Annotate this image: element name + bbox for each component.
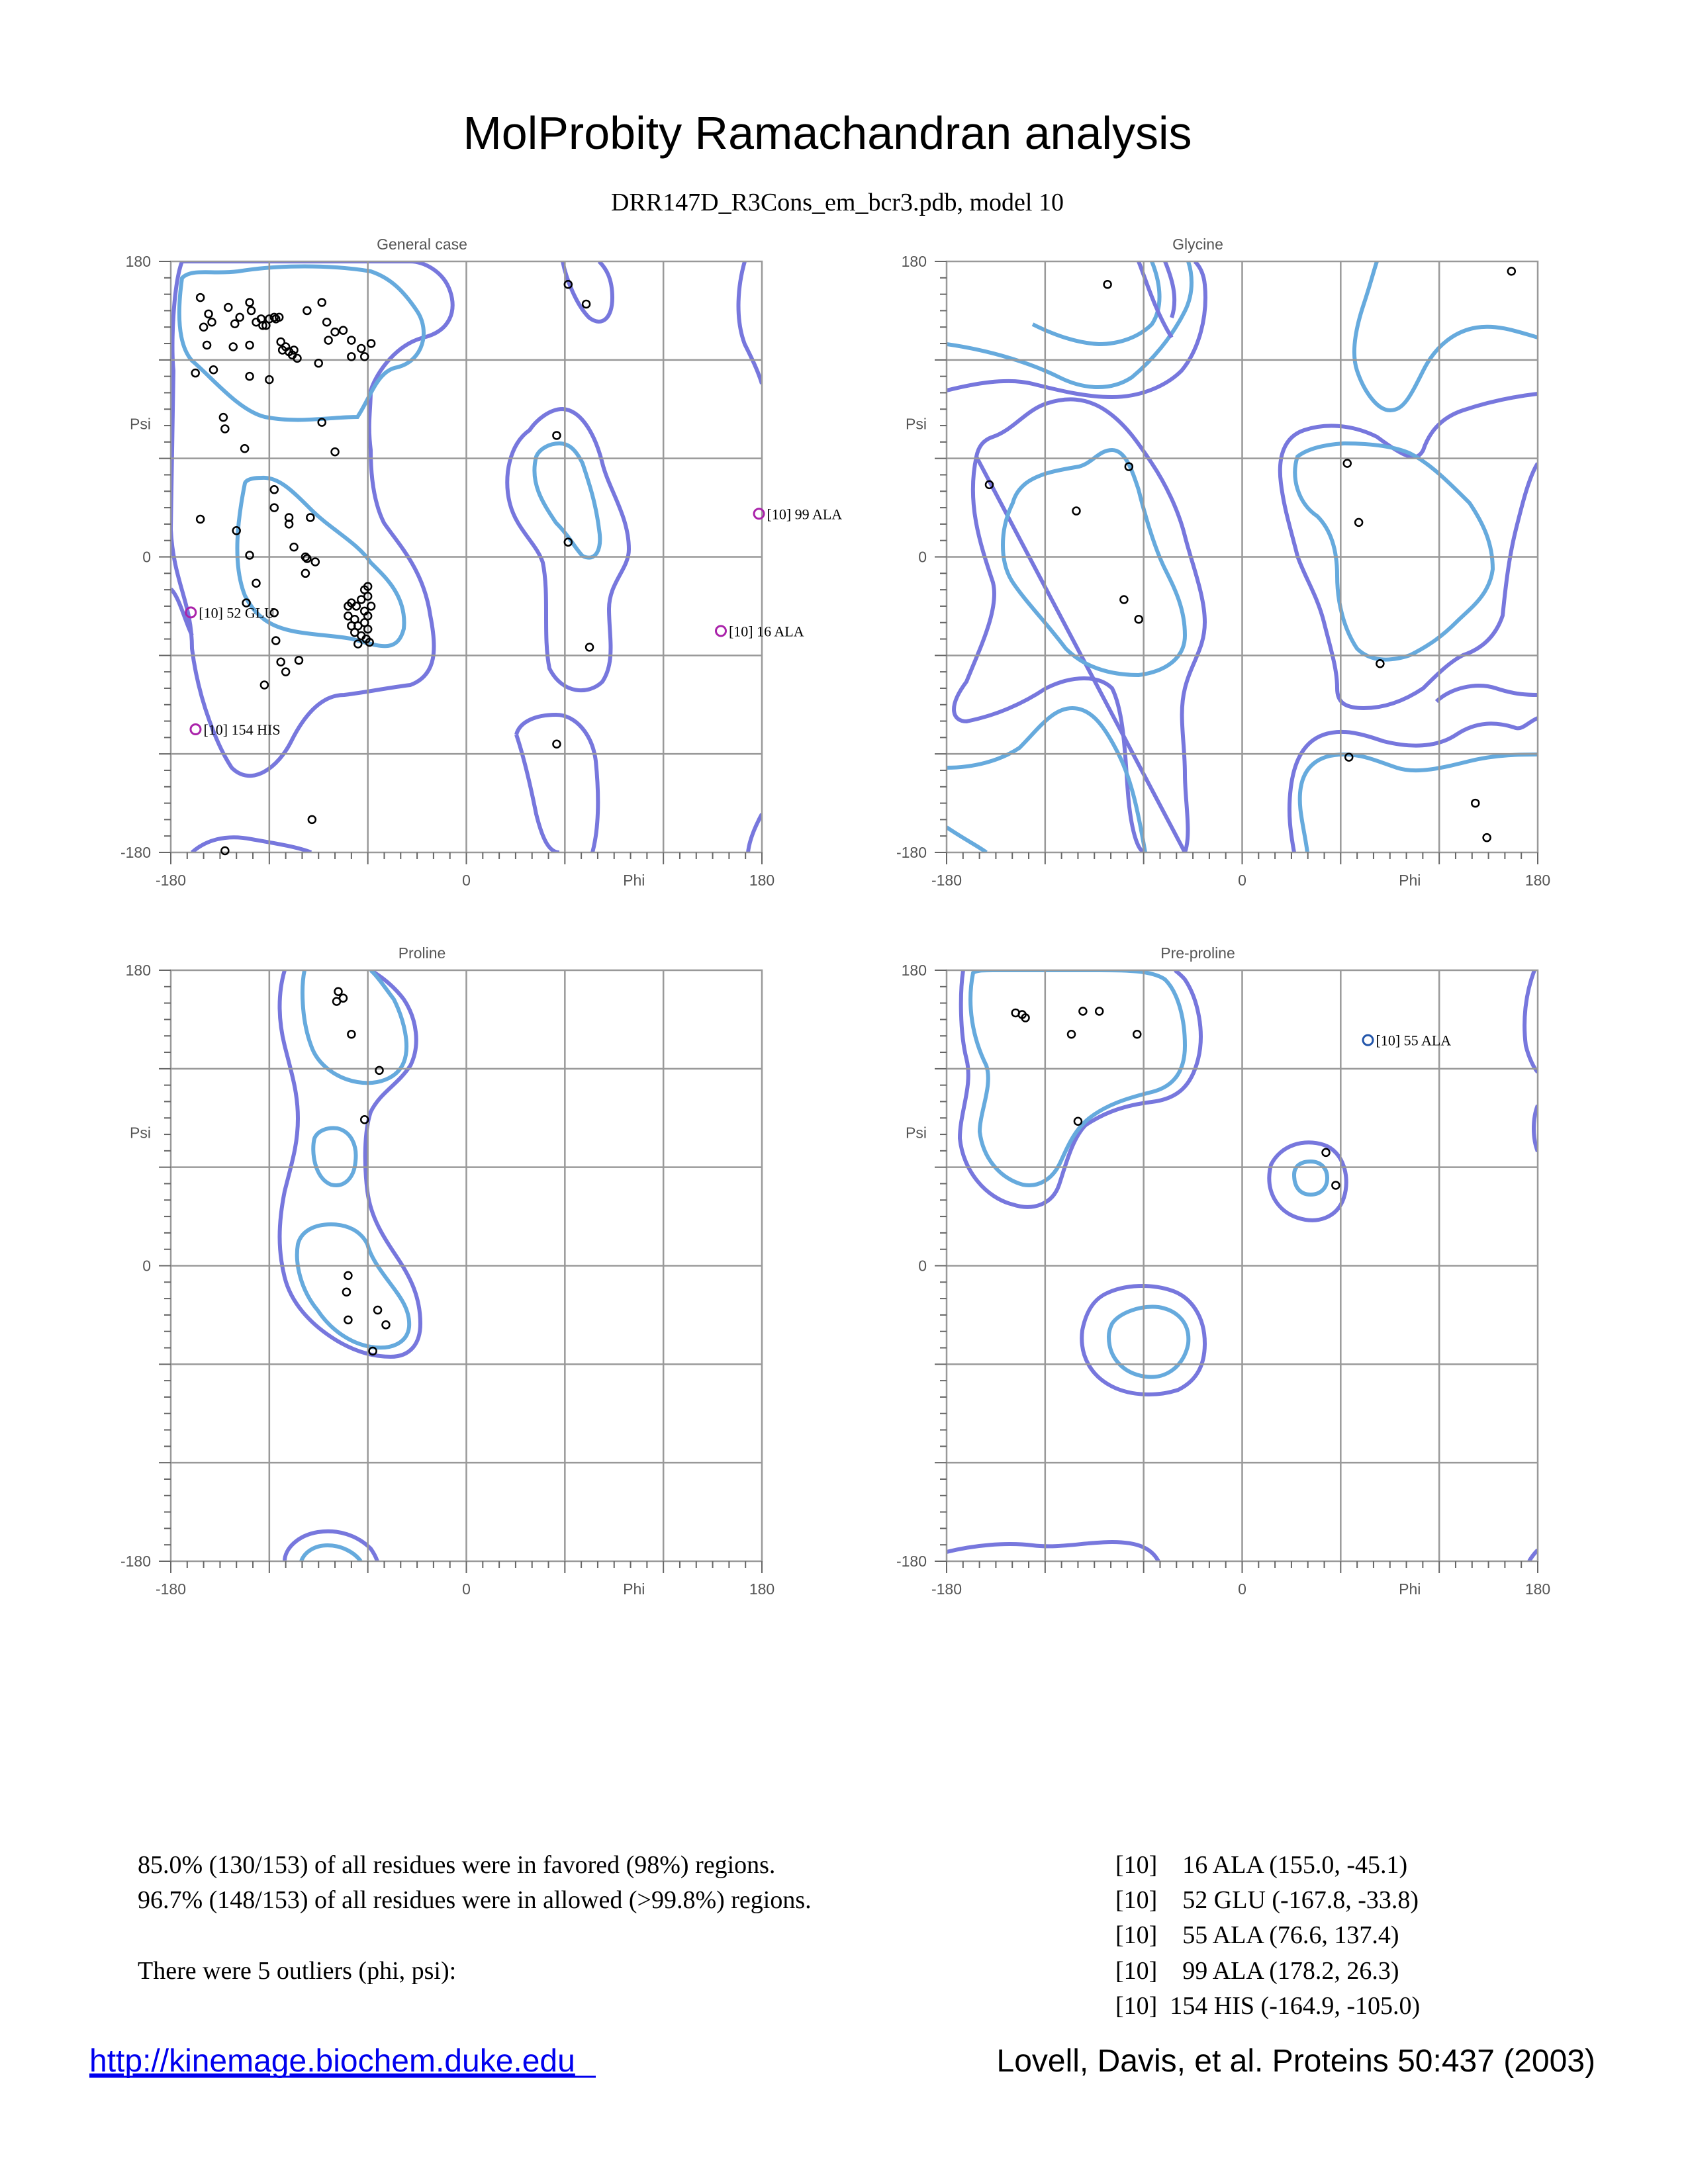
panel-title: General case	[377, 236, 467, 253]
residue-point	[1332, 1181, 1339, 1189]
residue-point	[241, 445, 248, 452]
residue-point	[1323, 1149, 1330, 1156]
allowed-contour-general-bottom-edge	[748, 814, 762, 852]
residue-point	[231, 320, 238, 328]
residue-point	[282, 668, 289, 676]
y-tick-label: 0	[918, 1257, 927, 1275]
outlier-list-item: [10] 99 ALA (178.2, 26.3)	[1115, 1957, 1399, 1985]
y-axis-label: Psi	[906, 1124, 927, 1142]
residue-point	[1068, 1030, 1075, 1038]
x-tick-label: 0	[1238, 872, 1246, 889]
residue-point	[221, 426, 228, 433]
y-tick-label: 180	[901, 253, 927, 270]
outlier-label: [10] 55 ALA	[1376, 1032, 1452, 1049]
panel-title: Proline	[398, 944, 446, 962]
residue-point	[323, 318, 330, 326]
residue-point	[357, 345, 365, 352]
residue-point	[1104, 281, 1111, 288]
residue-point	[343, 1289, 350, 1296]
y-tick-label: 0	[142, 548, 151, 566]
x-tick-label: -180	[155, 1580, 187, 1598]
outlier-list	[1115, 1851, 1420, 2020]
allowed-contour-preproline-right-top	[1524, 970, 1538, 1072]
x-tick-label: -180	[155, 872, 187, 889]
residue-point	[1074, 1118, 1082, 1125]
x-axis-label: Phi	[623, 1580, 645, 1598]
residue-point	[1079, 1008, 1086, 1015]
residue-point	[1508, 267, 1515, 275]
residue-point	[382, 1321, 389, 1328]
residue-point	[332, 328, 339, 336]
outlier-list-item: [10] 52 GLU (-167.8, -33.8)	[1115, 1886, 1419, 1914]
panel-title: Glycine	[1172, 236, 1223, 253]
residue-point	[583, 300, 590, 308]
outlier-point	[191, 724, 201, 734]
allowed-contour-glycine-lower-right	[1289, 718, 1538, 852]
citation: Lovell, Davis, et al. Proteins 50:437 (2003)	[996, 2044, 1595, 2079]
residue-point	[1344, 460, 1351, 467]
favored-contour-preproline-beta	[970, 970, 1185, 1185]
allowed-contour-general-bottom	[192, 837, 311, 852]
residue-point	[246, 552, 254, 559]
residue-point	[340, 327, 347, 334]
residue-point	[271, 504, 278, 512]
outlier-label: [10] 154 HIS	[203, 721, 281, 738]
kinemage-link[interactable]: http://kinemage.biochem.duke.edu	[89, 2044, 575, 2079]
residue-point	[203, 341, 211, 349]
favored-contour-glycine-top	[947, 261, 1192, 387]
residue-point	[205, 310, 212, 318]
summary-favored: 85.0% (130/153) of all residues were in favored (98%) regions.	[138, 1851, 776, 1879]
residue-point	[312, 558, 319, 565]
residue-point	[553, 741, 560, 748]
residue-point	[344, 1272, 352, 1279]
residue-point	[248, 307, 255, 314]
x-tick-label: 0	[1238, 1580, 1246, 1598]
page-title: MolProbity Ramachandran analysis	[463, 107, 1192, 159]
residue-point	[1096, 1008, 1103, 1015]
y-tick-label: 180	[125, 253, 151, 270]
summary-outliers-intro: There were 5 outliers (phi, psi):	[138, 1957, 457, 1985]
x-tick-label: 0	[462, 872, 471, 889]
x-tick-label: 0	[462, 1580, 471, 1598]
residue-point	[1120, 596, 1127, 603]
residue-point	[374, 1306, 381, 1314]
y-axis-label: Psi	[130, 415, 151, 433]
allowed-contour-general-lower-right	[516, 715, 598, 852]
ramachandran-panel	[120, 944, 774, 1598]
residue-point	[376, 1067, 383, 1074]
allowed-contour-general-right-edge	[739, 261, 762, 384]
outlier-label: [10] 99 ALA	[767, 506, 843, 523]
favored-contour-proline-mid	[313, 1128, 355, 1185]
residue-point	[246, 373, 254, 380]
residue-point	[221, 847, 228, 854]
residue-point	[224, 304, 232, 311]
x-tick-label: 180	[749, 1580, 775, 1598]
residue-point	[236, 314, 244, 321]
residue-point	[553, 432, 560, 439]
x-tick-label: -180	[931, 872, 962, 889]
residue-point	[209, 318, 216, 326]
outlier-point	[1363, 1035, 1373, 1045]
allowed-contour-general-lefthand	[507, 409, 629, 690]
x-tick-label: 180	[1524, 1580, 1551, 1598]
allowed-contour-glycine-bottom-right-piece	[1436, 686, 1538, 702]
ramachandran-panel	[120, 236, 842, 889]
residue-point	[306, 514, 314, 521]
residue-point	[261, 681, 268, 688]
residue-point	[344, 1316, 352, 1324]
residue-point	[302, 570, 309, 577]
favored-contour-glycine-lower-right	[1300, 754, 1538, 852]
y-axis-label: Psi	[130, 1124, 151, 1142]
residue-point	[1472, 799, 1479, 807]
ramachandran-panel	[896, 236, 1550, 889]
outlier-list-item: [10] 16 ALA (155.0, -45.1)	[1115, 1851, 1408, 1879]
y-tick-label: -180	[120, 1553, 151, 1570]
residue-point	[291, 543, 298, 551]
favored-contour-preproline-alpha	[1109, 1307, 1188, 1377]
x-tick-label: -180	[931, 1580, 962, 1598]
residue-point	[318, 299, 326, 306]
residue-point	[335, 988, 342, 995]
y-tick-label: -180	[120, 844, 151, 861]
residue-point	[308, 816, 316, 823]
favored-contour-general-lefthand	[534, 443, 600, 558]
residue-point	[332, 448, 339, 455]
residue-point	[348, 337, 355, 344]
summary-allowed: 96.7% (148/153) of all residues were in allowed (>99.8%) regions.	[138, 1886, 812, 1914]
residue-point	[1483, 834, 1491, 841]
y-tick-label: 180	[125, 962, 151, 979]
residue-point	[252, 580, 259, 587]
residue-point	[303, 307, 310, 314]
y-tick-label: 0	[142, 1257, 151, 1275]
y-tick-label: 180	[901, 962, 927, 979]
residue-point	[200, 324, 207, 331]
residue-point	[230, 343, 237, 350]
x-axis-label: Phi	[1399, 872, 1421, 889]
allowed-contour-general-top-right	[563, 261, 612, 322]
residue-point	[1133, 1030, 1141, 1038]
residue-point	[272, 637, 279, 645]
residue-point	[1072, 508, 1080, 515]
residue-point	[246, 299, 254, 306]
residue-point	[210, 366, 217, 373]
residue-point	[277, 659, 285, 666]
residue-point	[586, 643, 593, 651]
residue-point	[348, 1030, 355, 1038]
x-axis-label: Phi	[623, 872, 645, 889]
outlier-label: [10] 52 GLU	[199, 604, 275, 621]
y-tick-label: -180	[896, 1553, 927, 1570]
residue-point	[192, 369, 199, 377]
allowed-contour-general-beta	[171, 261, 453, 776]
residue-point	[1135, 615, 1143, 623]
residue-point	[303, 555, 310, 562]
residue-point	[325, 337, 332, 344]
x-tick-label: 180	[749, 872, 775, 889]
ramachandran-panels	[120, 236, 1550, 1598]
favored-contour-proline-alpha	[297, 1224, 409, 1347]
x-tick-label: 180	[1524, 872, 1551, 889]
residue-point	[246, 341, 254, 349]
favored-contour-proline-bottom	[301, 1545, 361, 1561]
residue-point	[220, 414, 227, 421]
residue-point	[271, 486, 278, 493]
x-axis-label: Phi	[1399, 1580, 1421, 1598]
outlier-list-item: [10] 55 ALA (76.6, 137.4)	[1115, 1921, 1399, 1949]
favored-contour-general-beta	[179, 267, 424, 420]
residue-point	[197, 294, 204, 301]
y-tick-label: -180	[896, 844, 927, 861]
residue-point	[1355, 519, 1362, 526]
y-tick-label: 0	[918, 548, 927, 566]
panel-title: Pre-proline	[1160, 944, 1235, 962]
allowed-contour-glycine-right	[1280, 394, 1538, 708]
favored-contour-glycine-top-right	[1354, 261, 1538, 410]
y-axis-label: Psi	[906, 415, 927, 433]
residue-point	[197, 516, 204, 523]
outlier-point	[716, 626, 726, 636]
page-subtitle: DRR147D_R3Cons_em_bcr3.pdb, model 10	[611, 189, 1064, 216]
residue-point	[340, 995, 347, 1002]
ramachandran-panel	[896, 944, 1550, 1598]
outlier-label: [10] 16 ALA	[728, 623, 804, 640]
residue-point	[295, 657, 303, 664]
outlier-list-item: [10] 154 HIS (-164.9, -105.0)	[1115, 1992, 1421, 2020]
